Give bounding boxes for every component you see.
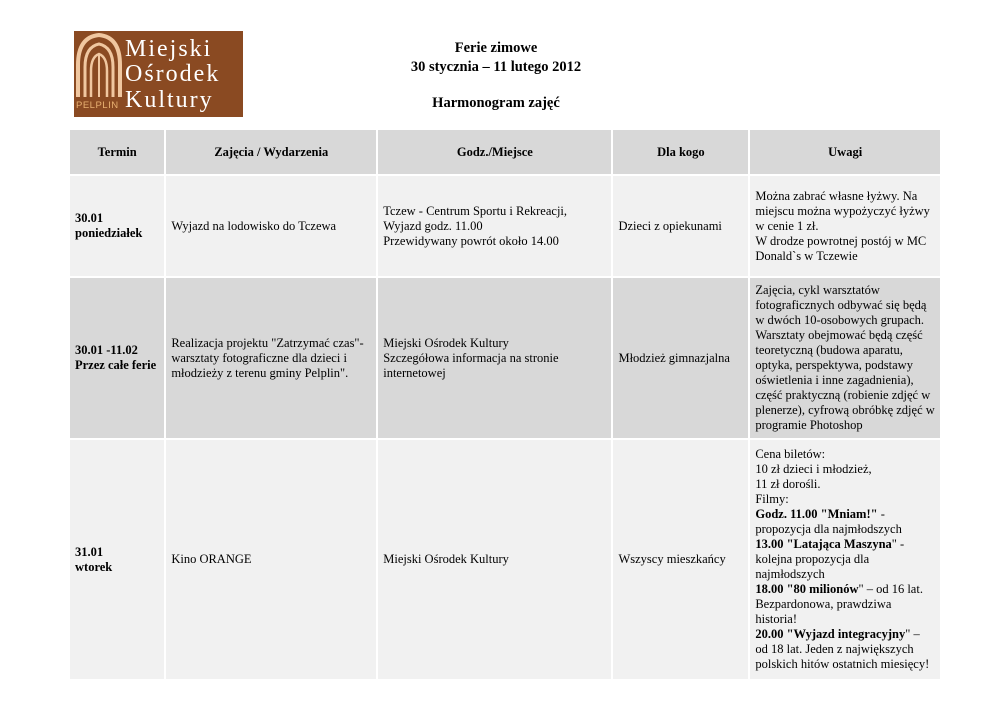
table-row: [70, 278, 940, 438]
film-title: 20.00 "Wyjazd integracyjny: [755, 627, 906, 641]
film-entry: [755, 582, 935, 627]
schedule-heading: Harmonogram zajęć: [432, 95, 560, 111]
ticket-info: Cena biletów: 10 zł dzieci i młodzież, 11 zł dorośli. Filmy:: [755, 447, 872, 506]
term-date: 30.01: [75, 211, 104, 225]
logo-town: PELPLIN: [76, 100, 119, 111]
table-header-row: [70, 130, 940, 174]
column-header-term: Termin: [70, 130, 164, 174]
audience-cell: Dzieci z opiekunami: [613, 176, 748, 276]
column-header-event: Zajęcia / Wydarzenia: [166, 130, 376, 174]
place-cell: Miejski Ośrodek Kultury Szczegółowa informacja na stronie internetowej: [378, 278, 611, 438]
logo-line-2: Ośrodek: [125, 61, 221, 87]
page-title: Ferie zimowe: [454, 40, 538, 56]
event-cell: Wyjazd na lodowisko do Tczewa: [166, 176, 376, 276]
event-cell: Realizacja projektu "Zatrzymać czas"- warsztaty fotograficzne dla dzieci i młodzieży z terenu gminy Pelplin".: [166, 278, 376, 438]
term-date: 31.01: [75, 544, 104, 559]
film-desc: " – od 16 lat. Bezpardonowa, prawdziwa historia!: [755, 582, 923, 626]
term-day: Przez całe ferie: [75, 358, 157, 372]
place-cell: Tczew - Centrum Sportu i Rekreacji, Wyjazd godz. 11.00 Przewidywany powrót około 14.00: [378, 176, 611, 276]
event-cell: Kino ORANGE: [166, 440, 376, 679]
audience-cell: Młodzież gimnazjalna: [613, 278, 748, 438]
term-cell: [70, 278, 164, 438]
audience-cell: Wszyscy mieszkańcy: [613, 440, 748, 679]
table-row: [70, 440, 940, 679]
term-cell: [70, 440, 164, 679]
term-cell: [70, 176, 164, 276]
film-title: 13.00 "Latająca Maszyna: [755, 537, 892, 551]
logo-line-3: Kultury: [125, 87, 214, 113]
film-entry: [755, 537, 935, 582]
logo-line-1: Miejski: [125, 36, 213, 62]
schedule-table: [68, 128, 942, 681]
film-title: Godz. 11.00 "Mniam!": [755, 507, 878, 521]
film-desc: " – od 18 lat. Jeden z największych polskich hitów ostatnich miesięcy!: [755, 627, 930, 671]
notes-cell: Zajęcia, cykl warsztatów fotograficznych odbywać się będą w dwóch 10-osobowych grupach. Warsztaty obejmować będą część teoretyczną (budowa aparatu, optyka, perspektywa, podstawy oświetlenia i inne zagadnienia), część praktyczną (robienie zdjęć w plenerze), cyfrową obróbkę zdjęć w programie Photoshop: [750, 278, 940, 438]
film-entry: [755, 507, 935, 537]
film-desc: - propozycja dla najmłodszych: [755, 507, 902, 536]
film-entry: [755, 627, 935, 672]
term-day: poniedziałek: [75, 226, 143, 240]
film-desc: " - kolejna propozycja dla najmłodszych: [755, 537, 905, 581]
column-header-audience: Dla kogo: [613, 130, 748, 174]
term-day: wtorek: [75, 559, 113, 574]
place-cell: Miejski Ośrodek Kultury: [378, 440, 611, 679]
table-row: [70, 176, 940, 276]
column-header-notes: Uwagi: [750, 130, 940, 174]
date-range: 30 stycznia – 11 lutego 2012: [410, 59, 582, 75]
film-title: 18.00 "80 milionów: [755, 582, 859, 596]
column-header-place: Godz./Miejsce: [378, 130, 611, 174]
term-date: 30.01 -11.02: [75, 343, 138, 357]
notes-cell: Można zabrać własne łyżwy. Na miejscu można wypożyczyć łyżwy w cenie 1 zł. W drodze powrotnej postój w MC Donald`s w Tczewie: [750, 176, 940, 276]
notes-cell: [750, 440, 940, 679]
